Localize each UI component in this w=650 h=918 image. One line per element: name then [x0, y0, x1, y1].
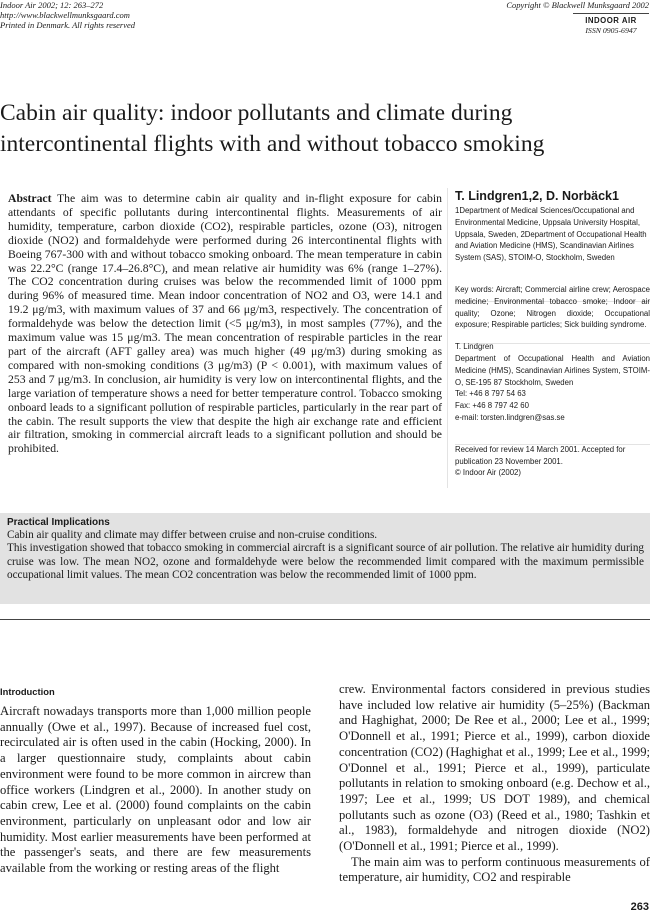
body-column-right: [339, 682, 650, 886]
introduction-paragraph-aim: The main aim was to perform continuous measurements of temperature, air humidity, CO2 and respirable: [339, 854, 650, 885]
introduction-paragraph: Aircraft nowadays transports more than 1,000 million people annually (Owe et al., 1997). Because of increased fuel cost, recirculated air is often used in the cabin (Hocking, 2000). In a larger questionnaire study, complaints about cabin environment were found to be more common in aircrew than office workers (Lindgren et al., 2000). In another study on cabin crew, Lee et al. (2000) found complaints on the cabin environment, particularly on unpleasant odor and low air humidity. Most earlier measurements have been performed at the passenger's seats, and there are few measurements available from the working or resting areas of the flight: [0, 704, 311, 876]
affiliations: 1Department of Medical Sciences/Occupational and Environmental Medicine, Uppsala University Hospital, Uppsala, Sweden, 2Department of Occupational Health and Aviation Medicine (HMS), Scandinavian Airlines System (SAS), STOIM-O, Stockholm, Sweden: [455, 206, 647, 263]
introduction-paragraph-continued: crew. Environmental factors considered in previous studies have included low relative air humidity (5–25%) (Backman and Haghighat, 2000; De Ree et al., 2000; Lee et al., 1999; O'Donnell et al., 1991; Pierce et al., 1999), carbon dioxide concentration (CO2) (Haghighat et al., 1999; Lee et al., 1999; O'Donnel et al., 1991; Pierce et al., 1999), particulate pollutants in relation to smoking onboard (e.g. Dechow et al., 1997; Lee et al., 1999; US DOT 1989), and chemical pollutants such as ozone (O3) (Reed et al., 1980; Tashkin et al., 1983), formaldehyde and nitrogen dioxide (NO2) (O'Donnell et al., 1991; Pierce et al., 1999).: [339, 682, 650, 854]
correspondence-name: T. Lindgren: [455, 342, 494, 352]
running-header-right: [506, 0, 649, 36]
article-title: [0, 98, 645, 160]
issn: ISSN 0905-6947: [585, 26, 637, 35]
review-dates: Received for review 14 March 2001. Accepted for publication 23 November 2001.: [455, 444, 626, 466]
running-header-left: [0, 0, 135, 30]
correspondence-address: Department of Occupational Health and Aviation Medicine (HMS), Scandinavian Airlines System, STOIM-O, SE-195 87 Stockholm, Sweden: [455, 353, 650, 387]
sidebar-copyright: © Indoor Air (2002): [455, 468, 521, 478]
practical-implications-heading: Practical Implications: [7, 517, 110, 528]
practical-implications-line: Cabin air quality and climate may differ between cruise and non-cruise conditions.: [7, 529, 378, 541]
title-line-2: intercontinental flights with and without tobacco smoking: [0, 131, 545, 157]
column-divider: [447, 188, 448, 488]
journal-citation: Indoor Air 2002; 12: 263–272: [0, 0, 104, 10]
correspondence-fax: Fax: +46 8 797 42 60: [455, 401, 529, 411]
correspondence-email[interactable]: e-mail: torsten.lindgren@sas.se: [455, 412, 565, 422]
abstract-label: Abstract: [8, 192, 52, 205]
keywords: Key words: Aircraft; Commercial airline crew; Aerospace medicine; Environmental tobacco smoke; Indoor air quality; Ozone; Nitrogen dioxide; Occupational exposure; Respirable particles; Sick building syndrome.: [455, 284, 650, 330]
copyright-notice: Copyright © Blackwell Munksgaard 2002: [506, 0, 649, 10]
page-number: 263: [630, 901, 649, 913]
publisher-url[interactable]: http://www.blackwellmunksgaard.com: [0, 10, 130, 20]
section-rule: [0, 619, 650, 620]
author-list: T. Lindgren1,2, D. Norbäck1: [455, 189, 619, 203]
title-line-1: Cabin air quality: indoor pollutants and climate during: [0, 100, 513, 126]
abstract-text: The aim was to determine cabin air quality and in-flight exposure for cabin attendants of specific pollutants during intercontinental flights. Measurements of air humidity, temperature, carbon dioxide (CO2), respirable particles, ozone (O3), nitrogen dioxide (NO2) and formaldehyde were performed during 26 intercontinental flights with Boeing 767-300 with and without tobacco smoking onboard. The mean temperature in cabin was 22.2°C (range 17.4–26.8°C), and mean relative air humidity was 6% (range 1–27%). The CO2 concentration during cruises was below the recommended limit of 1000 ppm during 96% of measured time. Mean indoor concentration of NO2 and O3, were 14.1 and 19.2 μg/m3, with maximum values of 37 and 66 μg/m3, respectively. The concentration of formaldehyde was below the detection limit (<5 μg/m3), in most samples (77%), and the maximum value was 15 μg/m3. The mean concentration of respirable particles in the rear part of the aircraft (AFT galley area) was much higher (49 μg/m3) during smoking as compared with non-smoking conditions (3 μg/m3) (P < 0.001), with maximum values of 253 and 7 μg/m3. In conclusion, air humidity is very low on intercontinental flights, and the large variation of temperature shows a need for better temperature control. Tobacco smoking onboard leads to a significant pollution of respirable particles, particularly in the rear part of the cabin. The result supports the view that despite the high air exchange rate and efficient air filtration, smoking in commercial aircraft leads to a significant pollution and should be prohibited.: [8, 192, 442, 456]
introduction-heading: Introduction: [0, 686, 55, 697]
correspondence-tel: Tel: +46 8 797 54 63: [455, 389, 526, 399]
abstract: [8, 192, 442, 456]
body-column-left: [0, 686, 311, 877]
article-sidebar: [455, 188, 650, 479]
practical-implications-text: This investigation showed that tobacco smoking in commercial aircraft is a significant source of air pollution. The relative air humidity during cruise was low. The mean NO2, ozone and formaldehyde were below the recommended limit compared with the maximum permissible occupational limit values. The mean CO2 concentration was below the recommended limit of 1000 ppm.: [7, 542, 645, 582]
print-notice: Printed in Denmark. All rights reserved: [0, 20, 136, 30]
journal-name: INDOOR AIR: [573, 13, 649, 26]
practical-implications-box: [0, 513, 650, 604]
